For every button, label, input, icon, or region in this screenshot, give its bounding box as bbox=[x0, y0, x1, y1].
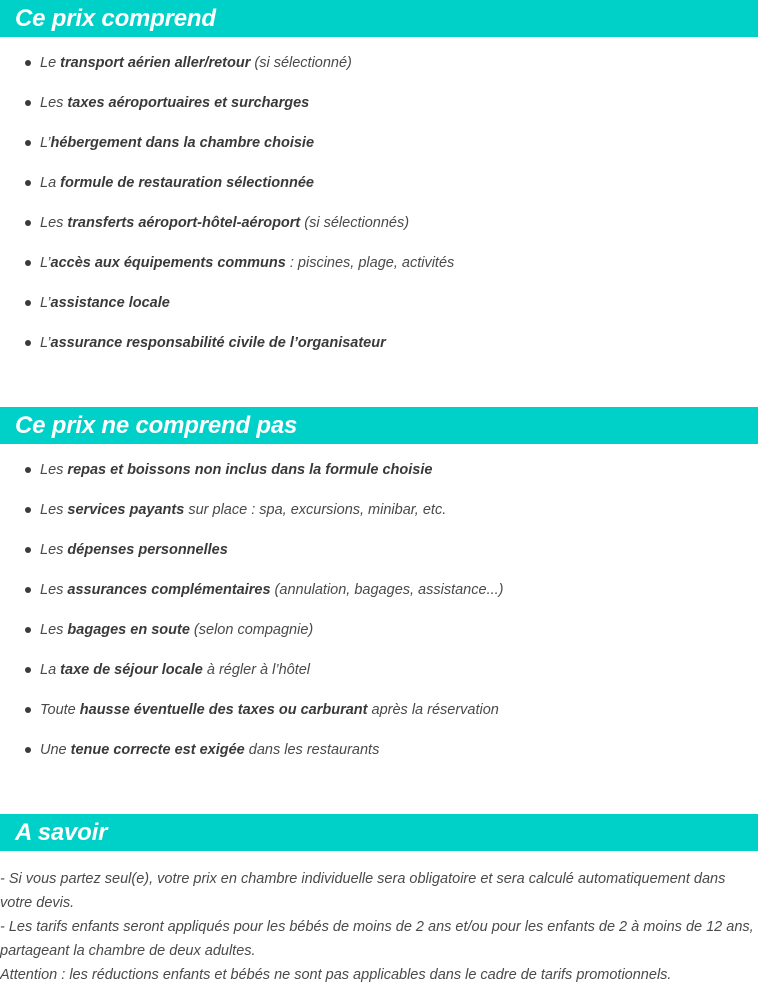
item-suffix: sur place : spa, excursions, minibar, etc. bbox=[184, 502, 447, 518]
item-bold: taxe de séjour locale bbox=[60, 662, 203, 678]
list-item bbox=[0, 285, 758, 325]
list-item bbox=[0, 732, 758, 772]
item-bold: assurance responsabilité civile de l’organisateur bbox=[50, 335, 386, 351]
item-suffix: dans les restaurants bbox=[244, 742, 380, 758]
info-line: - Les tarifs enfants seront appliqués pour les bébés de moins de 2 ans et/ou pour les enfants de 2 à moins de 12 ans, partageant la chambre de deux adultes. bbox=[0, 919, 754, 959]
bullet-icon bbox=[25, 180, 31, 186]
bullet-icon bbox=[25, 220, 31, 226]
list-item bbox=[0, 45, 758, 85]
item-prefix: Les bbox=[40, 622, 68, 638]
item-bold: repas et boissons non inclus dans la formule choisie bbox=[67, 462, 433, 478]
excludes-title: Ce prix ne comprend pas bbox=[15, 412, 298, 439]
bullet-icon bbox=[25, 627, 31, 633]
item-prefix: La bbox=[40, 662, 61, 678]
item-prefix: La bbox=[40, 175, 61, 191]
a-savoir-title: A savoir bbox=[15, 819, 108, 846]
excludes-list bbox=[0, 452, 758, 772]
item-suffix: (annulation, bagages, assistance...) bbox=[270, 582, 504, 598]
list-item bbox=[0, 612, 758, 652]
a-savoir-text bbox=[0, 851, 758, 987]
item-prefix: Une bbox=[40, 742, 71, 758]
excludes-header bbox=[0, 407, 758, 444]
item-bold: dépenses personnelles bbox=[67, 542, 228, 558]
includes-list bbox=[0, 45, 758, 365]
item-bold: transferts aéroport-hôtel-aéroport bbox=[67, 215, 301, 231]
list-item bbox=[0, 572, 758, 612]
item-bold: bagages en soute bbox=[67, 622, 190, 638]
item-prefix: Les bbox=[40, 462, 68, 478]
item-prefix: L’ bbox=[40, 295, 51, 311]
a-savoir-header bbox=[0, 814, 758, 851]
item-suffix: (selon compagnie) bbox=[189, 622, 314, 638]
includes-header bbox=[0, 0, 758, 37]
item-prefix: L’ bbox=[40, 135, 51, 151]
item-bold: assistance locale bbox=[50, 295, 170, 311]
bullet-icon bbox=[25, 587, 31, 593]
item-prefix: L’ bbox=[40, 335, 51, 351]
item-prefix: L’ bbox=[40, 255, 51, 271]
item-suffix: (si sélectionné) bbox=[250, 55, 352, 71]
list-item bbox=[0, 532, 758, 572]
item-bold: services payants bbox=[67, 502, 185, 518]
bullet-icon bbox=[25, 667, 31, 673]
item-bold: hébergement dans la chambre choisie bbox=[50, 135, 315, 151]
item-suffix: à régler à l’hôtel bbox=[202, 662, 311, 678]
item-prefix: Les bbox=[40, 95, 68, 111]
item-bold: formule de restauration sélectionnée bbox=[60, 175, 314, 191]
list-item bbox=[0, 652, 758, 692]
item-prefix: Les bbox=[40, 215, 68, 231]
bullet-icon bbox=[25, 260, 31, 266]
bullet-icon bbox=[25, 300, 31, 306]
item-prefix: Toute bbox=[40, 702, 80, 718]
item-bold: hausse éventuelle des taxes ou carburant bbox=[79, 702, 368, 718]
item-suffix: après la réservation bbox=[367, 702, 499, 718]
bullet-icon bbox=[25, 747, 31, 753]
item-prefix: Les bbox=[40, 542, 68, 558]
bullet-icon bbox=[25, 140, 31, 146]
bullet-icon bbox=[25, 467, 31, 473]
info-line: Attention : les réductions enfants et bébés ne sont pas applicables dans le cadre de tarifs promotionnels. bbox=[0, 967, 672, 983]
item-bold: taxes aéroportuaires et surcharges bbox=[67, 95, 310, 111]
list-item bbox=[0, 205, 758, 245]
list-item bbox=[0, 692, 758, 732]
bullet-icon bbox=[25, 60, 31, 66]
item-bold: transport aérien aller/retour bbox=[60, 55, 251, 71]
bullet-icon bbox=[25, 100, 31, 106]
list-item bbox=[0, 165, 758, 205]
list-item bbox=[0, 325, 758, 365]
info-line: - Si vous partez seul(e), votre prix en chambre individuelle sera obligatoire et sera calculé automatiquement dans votre devis. bbox=[0, 871, 726, 911]
bullet-icon bbox=[25, 507, 31, 513]
bullet-icon bbox=[25, 547, 31, 553]
bullet-icon bbox=[25, 707, 31, 713]
bullet-icon bbox=[25, 340, 31, 346]
includes-title: Ce prix comprend bbox=[15, 5, 216, 32]
list-item bbox=[0, 492, 758, 532]
list-item bbox=[0, 245, 758, 285]
list-item bbox=[0, 85, 758, 125]
item-prefix: Les bbox=[40, 582, 68, 598]
item-prefix: Le bbox=[40, 55, 61, 71]
item-bold: tenue correcte est exigée bbox=[70, 742, 245, 758]
item-suffix: : piscines, plage, activités bbox=[285, 255, 455, 271]
list-item bbox=[0, 452, 758, 492]
item-bold: accès aux équipements communs bbox=[50, 255, 286, 271]
item-suffix: (si sélectionnés) bbox=[300, 215, 410, 231]
item-bold: assurances complémentaires bbox=[67, 582, 271, 598]
list-item bbox=[0, 125, 758, 165]
item-prefix: Les bbox=[40, 502, 68, 518]
